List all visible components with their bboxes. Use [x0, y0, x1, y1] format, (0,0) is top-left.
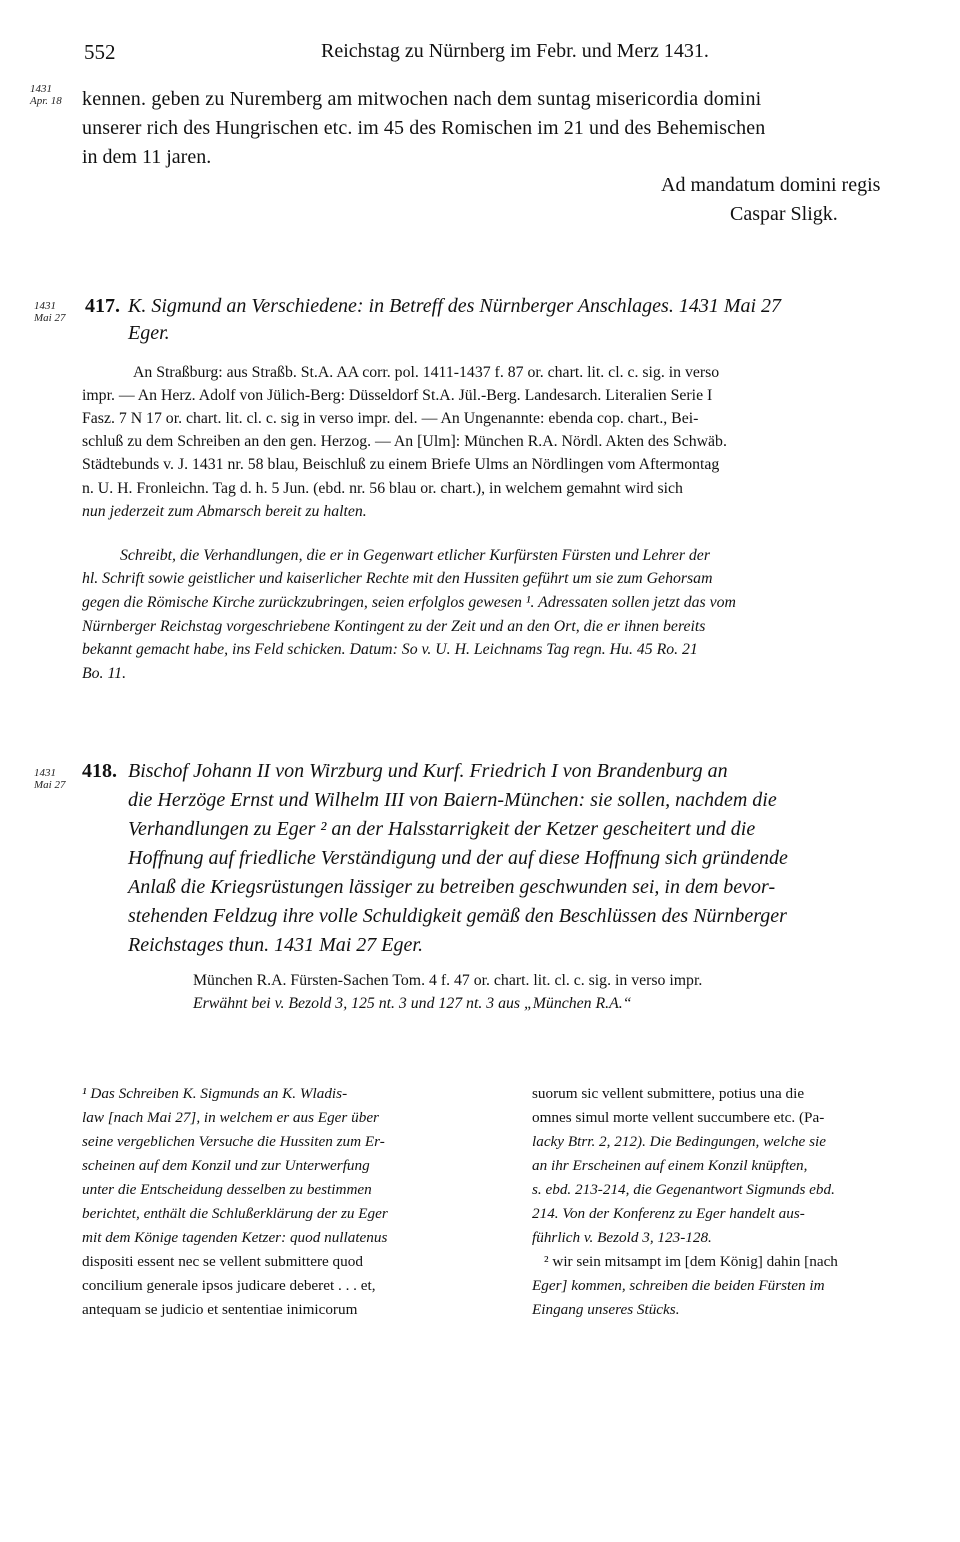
running-title: Reichstag zu Nürnberg im Febr. und Merz 1431.: [321, 40, 709, 62]
footnote-line: mit dem Könige tagenden Ketzer: quod nullatenus: [82, 1229, 388, 1246]
footnote-line: s. ebd. 213-214, die Gegenantwort Sigmunds ebd.: [532, 1181, 835, 1198]
entry417-source: Städtebunds v. J. 1431 nr. 58 blau, Beischluß zu einem Briefe Ulms an Nördlingen vom Aftermontag: [82, 456, 720, 473]
margin-year: 1431: [34, 767, 56, 779]
entry417-source: n. U. H. Fronleichn. Tag d. h. 5 Jun. (ebd. nr. 56 blau or. chart.), in welchem gemahnt wird sich: [82, 480, 683, 497]
entry418-title: stehenden Feldzug ihre volle Schuldigkeit gemäß den Beschlüssen des Nürnberger: [128, 905, 787, 927]
intro-line: kennen. geben zu Nuremberg am mitwochen nach dem suntag misericordia domini: [82, 88, 762, 110]
footnote-line: an ihr Erscheinen auf einem Konzil knüpften,: [532, 1157, 808, 1174]
margin-day: Mai 27: [34, 312, 66, 324]
entry417-summary: Bo. 11.: [82, 665, 127, 682]
footnote-line: suorum sic vellent submittere, potius una die: [532, 1085, 805, 1102]
footnote-line: omnes simul morte vellent succumbere etc. (Pa-: [532, 1109, 825, 1126]
entry418-title: Anlaß die Kriegsrüstungen lässiger zu betreiben geschwunden sei, in dem bevor-: [128, 876, 776, 898]
footnote-line: scheinen auf dem Konzil und zur Unterwerfung: [82, 1157, 370, 1174]
entry418-source: Erwähnt bei v. Bezold 3, 125 nt. 3 und 127 nt. 3 aus „München R.A.“: [193, 995, 632, 1012]
entry418-source: München R.A. Fürsten-Sachen Tom. 4 f. 47 or. chart. lit. cl. c. sig. in verso impr.: [193, 972, 703, 989]
margin-year: 1431: [30, 83, 52, 95]
intro-line: in dem 11 jaren.: [82, 146, 212, 168]
footnote-line: law [nach Mai 27], in welchem er aus Eger über: [82, 1109, 379, 1126]
entry417-title: Eger.: [128, 322, 170, 344]
margin-year: 1431: [34, 300, 56, 312]
footnote-line: dispositi essent nec se vellent submittere quod: [82, 1253, 363, 1270]
entry418-title: Verhandlungen zu Eger ² an der Halsstarrigkeit der Ketzer gescheitert und die: [128, 818, 756, 840]
closing-formula: Ad mandatum domini regis: [661, 174, 881, 196]
intro-margin-date: [30, 83, 62, 107]
entry417-summary: gegen die Römische Kirche zurückzubringen, seien erfolglos gewesen ¹. Adressaten sollen jetzt das vom: [82, 594, 736, 611]
margin-day: Apr. 18: [30, 95, 62, 107]
footnote-line: lacky Btrr. 2, 212). Die Bedingungen, welche sie: [532, 1133, 826, 1150]
entry417-source: nun jederzeit zum Abmarsch bereit zu halten.: [82, 503, 367, 520]
entry417-source: schluß zu dem Schreiben an den gen. Herzog. — An [Ulm]: München R.A. Nördl. Akten des Schwäb.: [82, 433, 727, 450]
footnote-line: concilium generale ipsos judicare deberet . . . et,: [82, 1277, 376, 1294]
footnote-line: ² wir sein mitsampt im [dem König] dahin [nach: [544, 1253, 838, 1270]
entry417-source: impr. — An Herz. Adolf von Jülich-Berg: Düsseldorf St.A. Jül.-Berg. Landesarch. Literalien Serie I: [82, 387, 713, 404]
entry417-source: Fasz. 7 N 17 or. chart. lit. cl. c. sig in verso impr. del. — An Ungenannte: ebenda cop. chart., Bei-: [82, 410, 699, 427]
entry417-summary: Schreibt, die Verhandlungen, die er in Gegenwart etlicher Kurfürsten Fürsten und Lehrer der: [120, 547, 710, 564]
footnote-line: führlich v. Bezold 3, 123-128.: [532, 1229, 712, 1246]
entry418-title: Hoffnung auf friedliche Verständigung und der auf diese Hoffnung sich gründende: [128, 847, 788, 869]
footnote-line: antequam se judicio et sententiae inimicorum: [82, 1301, 358, 1318]
entry417-title: K. Sigmund an Verschiedene: in Betreff des Nürnberger Anschlages. 1431 Mai 27: [128, 295, 782, 317]
intro-line: unserer rich des Hungrischen etc. im 45 des Romischen im 21 und des Behemischen: [82, 117, 766, 139]
footnote-line: seine vergeblichen Versuche die Hussiten zum Er-: [82, 1133, 385, 1150]
closing-signature: Caspar Sligk.: [730, 203, 838, 225]
footnote-line: berichtet, enthält die Schlußerklärung der zu Eger: [82, 1205, 388, 1222]
entry417-summary: bekannt gemacht habe, ins Feld schicken. Datum: So v. U. H. Leichnams Tag regn. Hu. 45 Ro. 21: [82, 641, 698, 658]
entry418-title: die Herzöge Ernst und Wilhelm III von Baiern-München: sie sollen, nachdem die: [128, 789, 777, 811]
entry417-source: An Straßburg: aus Straßb. St.A. AA corr. pol. 1411-1437 f. 87 or. chart. lit. cl. c. sig. in verso: [133, 364, 720, 381]
entry418-title: Reichstages thun. 1431 Mai 27 Eger.: [128, 934, 423, 956]
footnote-line: Eingang unseres Stücks.: [532, 1301, 680, 1318]
entry417-summary: Nürnberger Reichstag vorgeschriebene Kontingent zu der Zeit und an den Ort, die er ihnen bereits: [82, 618, 706, 635]
entry418-margin-date: [34, 767, 65, 791]
entry418-title: Bischof Johann II von Wirzburg und Kurf. Friedrich I von Brandenburg an: [128, 760, 728, 782]
entry417-number: 417.: [85, 295, 120, 317]
footnote-line: Eger] kommen, schreiben die beiden Fürsten im: [532, 1277, 825, 1294]
footnote-line: 214. Von der Konferenz zu Eger handelt aus-: [532, 1205, 805, 1222]
footnote-line: unter die Entscheidung desselben zu bestimmen: [82, 1181, 372, 1198]
entry418-number: 418.: [82, 760, 117, 782]
entry417-summary: hl. Schrift sowie geistlicher und kaiserlicher Rechte mit den Hussiten geführt um sie zum Gehorsam: [82, 570, 713, 587]
footnotes-right-column: [532, 1082, 838, 1322]
margin-day: Mai 27: [34, 779, 66, 791]
page-number: 552: [84, 40, 116, 64]
entry417-margin-date: [34, 300, 65, 324]
footnote-line: ¹ Das Schreiben K. Sigmunds an K. Wladis-: [82, 1085, 348, 1102]
footnotes-left-column: [82, 1082, 388, 1322]
